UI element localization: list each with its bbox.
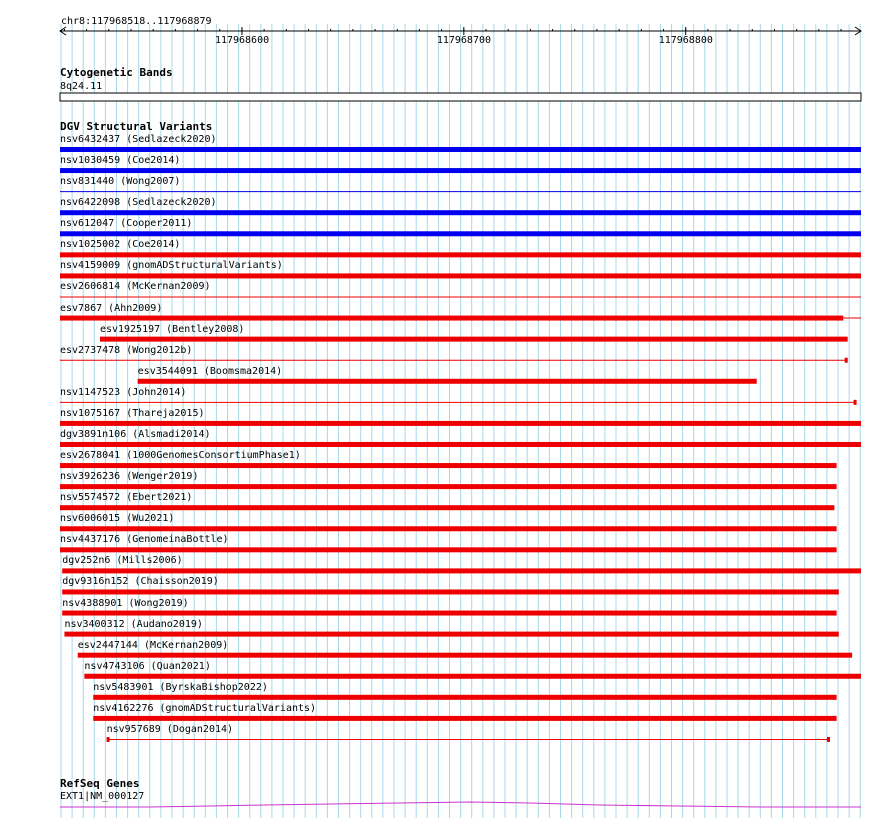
variant-label[interactable]: dgv9316n152 (Chaisson2019) — [62, 576, 219, 588]
variant-end-box — [845, 358, 848, 363]
variant-bar — [60, 316, 843, 321]
cytoband-label: 8q24.11 — [60, 81, 103, 92]
variant-bar — [60, 442, 861, 447]
variant-label[interactable]: nsv1030459 (Coe2014) — [60, 155, 181, 167]
variant-bar — [64, 632, 838, 637]
coordinate-readout: chr8:117968518..117968879 — [61, 16, 212, 27]
cytoband-track-title[interactable]: Cytogenetic Bands — [60, 66, 173, 79]
variant-label[interactable]: nsv3926236 (Wenger2019) — [60, 471, 199, 483]
cytoband-bar — [60, 93, 861, 101]
variant-label[interactable]: nsv4162276 (gnomADStructuralVariants) — [93, 702, 317, 714]
variant-end-box — [827, 737, 830, 742]
variant-label[interactable]: nsv4437176 (GenomeinaBottle) — [60, 534, 229, 546]
variant-label[interactable]: esv1925197 (Bentley2008) — [99, 323, 245, 335]
variant-label[interactable]: nsv5483901 (ByrskaBishop2022) — [93, 681, 268, 693]
variant-label[interactable]: dgv3891n106 (Alsmadi2014) — [60, 428, 211, 440]
dgv-track-title[interactable]: DGV Structural Variants — [60, 120, 213, 133]
gene-label[interactable]: EXT1|NM_000127 — [60, 791, 145, 802]
ruler-tick-label: 117968600 — [214, 35, 270, 46]
variant-bar — [62, 611, 836, 616]
variant-bar — [60, 273, 861, 278]
variant-bar — [60, 505, 834, 510]
variant-start-box — [107, 737, 110, 742]
variant-bar — [93, 695, 836, 700]
variant-label[interactable]: nsv1025002 (Coe2014) — [60, 239, 181, 251]
variant-label[interactable]: nsv4743106 (Quan2021) — [84, 660, 211, 672]
variant-bar — [60, 463, 837, 468]
variant-label[interactable]: nsv612047 (Cooper2011) — [60, 218, 193, 230]
variant-bar — [62, 589, 839, 594]
variant-label[interactable]: esv2678041 (1000GenomesConsortiumPhase1) — [60, 450, 301, 462]
variant-label[interactable]: esv3544091 (Boomsma2014) — [137, 365, 283, 377]
variant-bar — [78, 653, 852, 658]
variant-label[interactable]: esv2447144 (McKernan2009) — [77, 639, 229, 651]
variant-label[interactable]: dgv252n6 (Mills2006) — [62, 555, 183, 567]
variant-label[interactable]: nsv831440 (Wong2007) — [60, 176, 181, 188]
variant-bar — [60, 484, 837, 489]
refseq-track-title[interactable]: RefSeq Genes — [60, 777, 140, 790]
variant-label[interactable]: nsv6006015 (Wu2021) — [60, 513, 175, 525]
variant-label[interactable]: nsv1147523 (John2014) — [60, 386, 187, 398]
variant-bar — [60, 210, 861, 215]
variant-bar — [100, 337, 848, 342]
variant-label[interactable]: nsv4388901 (Wong2019) — [62, 597, 189, 609]
variant-bar — [60, 231, 861, 236]
variant-end-box — [854, 400, 857, 405]
variant-bar — [62, 568, 861, 573]
ruler-tick-label: 117968800 — [658, 35, 713, 46]
variant-bar — [60, 168, 861, 173]
ruler-tick-label: 117968700 — [436, 35, 492, 46]
variant-label[interactable]: nsv5574572 (Ebert2021) — [60, 492, 193, 504]
variant-label[interactable]: esv2606814 (McKernan2009) — [60, 281, 211, 293]
variant-label[interactable]: nsv4159009 (gnomADStructuralVariants) — [60, 260, 283, 272]
variant-bar — [138, 379, 757, 384]
variant-bar — [93, 716, 836, 721]
variant-label[interactable]: nsv6432437 (Sedlazeck2020) — [60, 134, 217, 145]
variant-label[interactable]: nsv3400312 (Audano2019) — [64, 618, 203, 630]
variant-bar — [60, 147, 861, 152]
variant-label[interactable]: nsv6422098 (Sedlazeck2020) — [60, 197, 217, 209]
variant-label[interactable]: nsv957689 (Dogan2014) — [106, 723, 234, 735]
variant-label[interactable]: nsv1075167 (Thareja2015) — [60, 407, 205, 419]
variant-bar — [60, 252, 861, 257]
variant-bar — [60, 526, 837, 531]
variant-bar — [84, 674, 861, 679]
variant-label[interactable]: esv7867 (Ahn2009) — [60, 302, 163, 314]
variant-label[interactable]: esv2737478 (Wong2012b) — [60, 344, 193, 356]
variant-bar — [60, 421, 861, 426]
variant-bar — [60, 547, 837, 552]
